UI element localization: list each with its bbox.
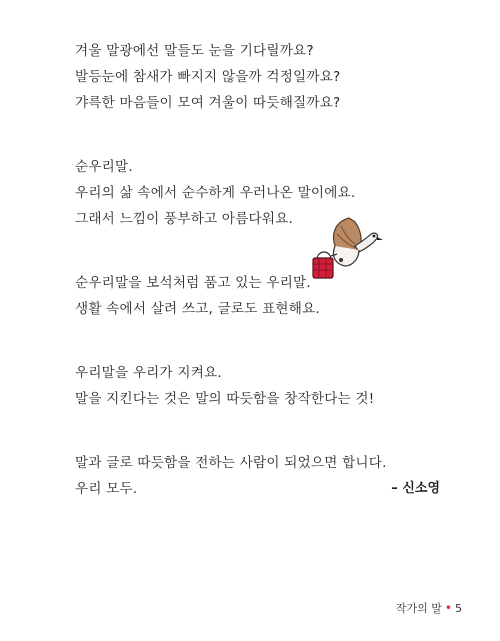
poem-line: 갸륵한 마음들이 모여 겨울이 따듯해질까요? (75, 95, 341, 111)
poem-line: 우리의 삶 속에서 순수하게 우러나온 말이에요. (75, 185, 356, 201)
poem-line: 겨울 말광에선 말들도 눈을 기다릴까요? (75, 43, 314, 59)
poem-line: 말과 글로 따듯함을 전하는 사람이 되었으면 합니다. (75, 455, 387, 471)
poem-line: 발등눈에 참새가 빠지지 않을까 걱정일까요? (75, 69, 341, 85)
poem-line: 순우리말. (75, 159, 133, 175)
stanza-4 (75, 360, 435, 412)
poem-line: 생활 속에서 살려 쓰고, 글로도 표현해요. (75, 301, 320, 317)
poem-line: 그래서 느낌이 풍부하고 아름다워요. (75, 211, 294, 227)
poem-line: 말을 지킨다는 것은 말의 따듯함을 창작한다는 것! (75, 391, 375, 407)
footer-bullet-icon: • (444, 601, 452, 615)
poem-line: 우리 모두. (75, 481, 138, 497)
page-number: 5 (455, 602, 462, 615)
bird-with-basket-icon (305, 212, 385, 292)
author-signature: – 신소영 (391, 481, 440, 496)
page-footer (396, 600, 462, 616)
stanza-1 (75, 38, 435, 116)
footer-section-title: 작가의 말 (395, 602, 442, 615)
stanza-5 (75, 450, 435, 502)
poem-line: 우리말을 우리가 지켜요. (75, 365, 222, 381)
poem-line: 순우리말을 보석처럼 품고 있는 우리말. (75, 275, 311, 291)
